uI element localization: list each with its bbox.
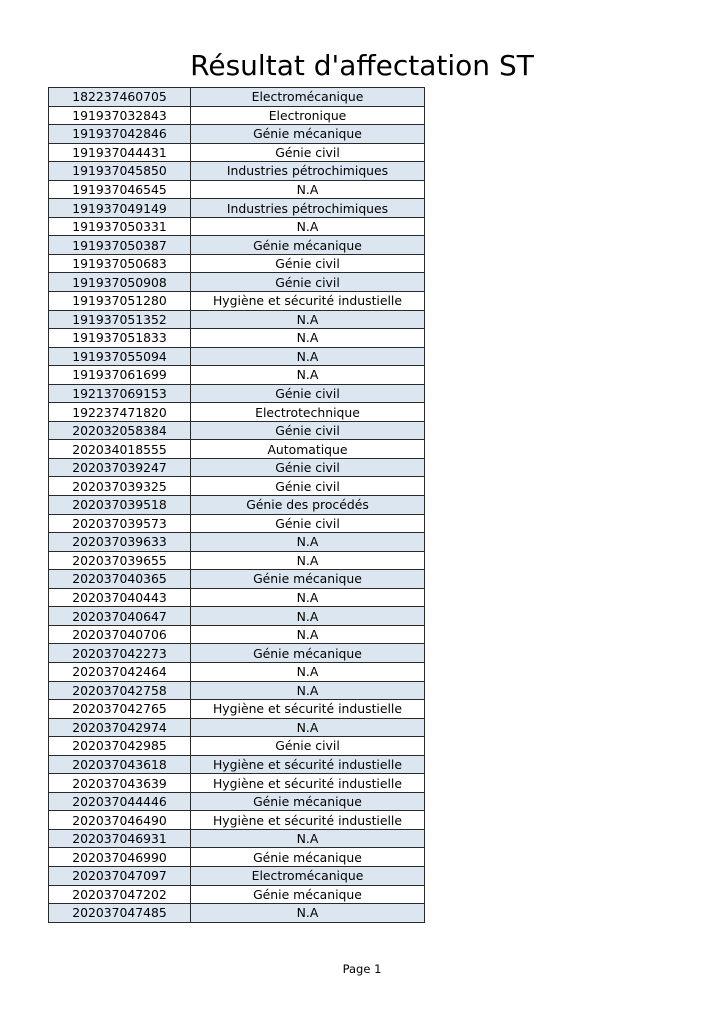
speciality-cell: Electromécanique (191, 88, 425, 107)
speciality-cell: Hygiène et sécurité industielle (191, 700, 425, 719)
speciality-cell: N.A (191, 217, 425, 236)
table-row (49, 217, 425, 236)
speciality-cell: Génie civil (191, 421, 425, 440)
speciality-cell: N.A (191, 625, 425, 644)
student-id-cell: 202037039655 (49, 551, 191, 570)
student-id-cell: 192237471820 (49, 403, 191, 422)
speciality-cell: Génie civil (191, 273, 425, 292)
speciality-cell: N.A (191, 180, 425, 199)
speciality-cell: Hygiène et sécurité industielle (191, 811, 425, 830)
table-row (49, 885, 425, 904)
student-id-cell: 202037042974 (49, 718, 191, 737)
student-id-cell: 202032058384 (49, 421, 191, 440)
table-row (49, 403, 425, 422)
speciality-cell: N.A (191, 329, 425, 348)
table-row (49, 477, 425, 496)
table-row (49, 440, 425, 459)
table-row (49, 310, 425, 329)
table-row (49, 681, 425, 700)
student-id-cell: 191937055094 (49, 347, 191, 366)
student-id-cell: 202037044446 (49, 792, 191, 811)
table-row (49, 421, 425, 440)
table-row (49, 106, 425, 125)
speciality-cell: Electronique (191, 106, 425, 125)
table-row (49, 737, 425, 756)
student-id-cell: 202037039573 (49, 514, 191, 533)
speciality-cell: Hygiène et sécurité industielle (191, 774, 425, 793)
table-row (49, 458, 425, 477)
student-id-cell: 202037039633 (49, 533, 191, 552)
student-id-cell: 202037039247 (49, 458, 191, 477)
table-row (49, 607, 425, 626)
table-row (49, 811, 425, 830)
student-id-cell: 191937061699 (49, 366, 191, 385)
student-id-cell: 202037042985 (49, 737, 191, 756)
speciality-cell: N.A (191, 551, 425, 570)
table-row (49, 273, 425, 292)
speciality-cell: Génie mécanique (191, 236, 425, 255)
student-id-cell: 202037046490 (49, 811, 191, 830)
speciality-cell: Génie civil (191, 254, 425, 273)
speciality-cell: Génie mécanique (191, 125, 425, 144)
student-id-cell: 191937042846 (49, 125, 191, 144)
student-id-cell: 191937046545 (49, 180, 191, 199)
speciality-cell: Industries pétrochimiques (191, 162, 425, 181)
table-row (49, 514, 425, 533)
speciality-cell: Industries pétrochimiques (191, 199, 425, 218)
table-row (49, 848, 425, 867)
student-id-cell: 191937050683 (49, 254, 191, 273)
table-row (49, 588, 425, 607)
table-row (49, 551, 425, 570)
student-id-cell: 191937050387 (49, 236, 191, 255)
table-row (49, 774, 425, 793)
student-id-cell: 202037043618 (49, 755, 191, 774)
table-row (49, 366, 425, 385)
student-id-cell: 202037046931 (49, 829, 191, 848)
speciality-cell: Génie mécanique (191, 885, 425, 904)
student-id-cell: 191937051352 (49, 310, 191, 329)
student-id-cell: 202037040706 (49, 625, 191, 644)
speciality-cell: N.A (191, 310, 425, 329)
student-id-cell: 202037047097 (49, 866, 191, 885)
speciality-cell: Génie civil (191, 384, 425, 403)
student-id-cell: 202037039518 (49, 496, 191, 515)
speciality-cell: Génie mécanique (191, 792, 425, 811)
student-id-cell: 202037040365 (49, 570, 191, 589)
student-id-cell: 202037043639 (49, 774, 191, 793)
assignment-table (48, 87, 425, 923)
student-id-cell: 191937051280 (49, 292, 191, 311)
table-row (49, 533, 425, 552)
student-id-cell: 191937045850 (49, 162, 191, 181)
speciality-cell: N.A (191, 533, 425, 552)
table-row (49, 570, 425, 589)
table-row (49, 829, 425, 848)
speciality-cell: N.A (191, 829, 425, 848)
student-id-cell: 191937049149 (49, 199, 191, 218)
student-id-cell: 202037047202 (49, 885, 191, 904)
speciality-cell: N.A (191, 588, 425, 607)
table-row (49, 254, 425, 273)
speciality-cell: Génie civil (191, 143, 425, 162)
speciality-cell: Automatique (191, 440, 425, 459)
speciality-cell: Génie des procédés (191, 496, 425, 515)
table-row (49, 718, 425, 737)
speciality-cell: N.A (191, 681, 425, 700)
speciality-cell: Génie mécanique (191, 570, 425, 589)
table-row (49, 125, 425, 144)
speciality-cell: Génie civil (191, 514, 425, 533)
student-id-cell: 202037040647 (49, 607, 191, 626)
student-id-cell: 191937050331 (49, 217, 191, 236)
table-row (49, 292, 425, 311)
speciality-cell: N.A (191, 662, 425, 681)
speciality-cell: N.A (191, 347, 425, 366)
table-row (49, 700, 425, 719)
student-id-cell: 202037040443 (49, 588, 191, 607)
table-row (49, 347, 425, 366)
table-row (49, 792, 425, 811)
table-row (49, 662, 425, 681)
speciality-cell: N.A (191, 607, 425, 626)
table-row (49, 329, 425, 348)
table-row (49, 199, 425, 218)
speciality-cell: N.A (191, 904, 425, 923)
speciality-cell: N.A (191, 366, 425, 385)
table-row (49, 88, 425, 107)
student-id-cell: 202037042758 (49, 681, 191, 700)
page-title: Résultat d'affectation ST (190, 49, 534, 82)
student-id-cell: 202037039325 (49, 477, 191, 496)
student-id-cell: 192137069153 (49, 384, 191, 403)
page-footer: Page 1 (342, 962, 382, 976)
table-row (49, 644, 425, 663)
table-row (49, 236, 425, 255)
speciality-cell: Génie civil (191, 477, 425, 496)
table-row (49, 904, 425, 923)
table-row (49, 162, 425, 181)
speciality-cell: Electromécanique (191, 866, 425, 885)
table-row (49, 180, 425, 199)
student-id-cell: 202037042464 (49, 662, 191, 681)
table-row (49, 866, 425, 885)
student-id-cell: 202037046990 (49, 848, 191, 867)
student-id-cell: 202037042273 (49, 644, 191, 663)
speciality-cell: Génie civil (191, 737, 425, 756)
table-row (49, 143, 425, 162)
table-row (49, 496, 425, 515)
table-row (49, 755, 425, 774)
speciality-cell: Génie mécanique (191, 644, 425, 663)
student-id-cell: 191937051833 (49, 329, 191, 348)
speciality-cell: Hygiène et sécurité industielle (191, 292, 425, 311)
speciality-cell: Hygiène et sécurité industielle (191, 755, 425, 774)
speciality-cell: Génie mécanique (191, 848, 425, 867)
speciality-cell: Génie civil (191, 458, 425, 477)
student-id-cell: 202037047485 (49, 904, 191, 923)
speciality-cell: N.A (191, 718, 425, 737)
student-id-cell: 202037042765 (49, 700, 191, 719)
table-row (49, 384, 425, 403)
student-id-cell: 202034018555 (49, 440, 191, 459)
student-id-cell: 191937044431 (49, 143, 191, 162)
student-id-cell: 182237460705 (49, 88, 191, 107)
student-id-cell: 191937032843 (49, 106, 191, 125)
speciality-cell: Electrotechnique (191, 403, 425, 422)
table-row (49, 625, 425, 644)
student-id-cell: 191937050908 (49, 273, 191, 292)
assignment-table-body (49, 88, 425, 923)
